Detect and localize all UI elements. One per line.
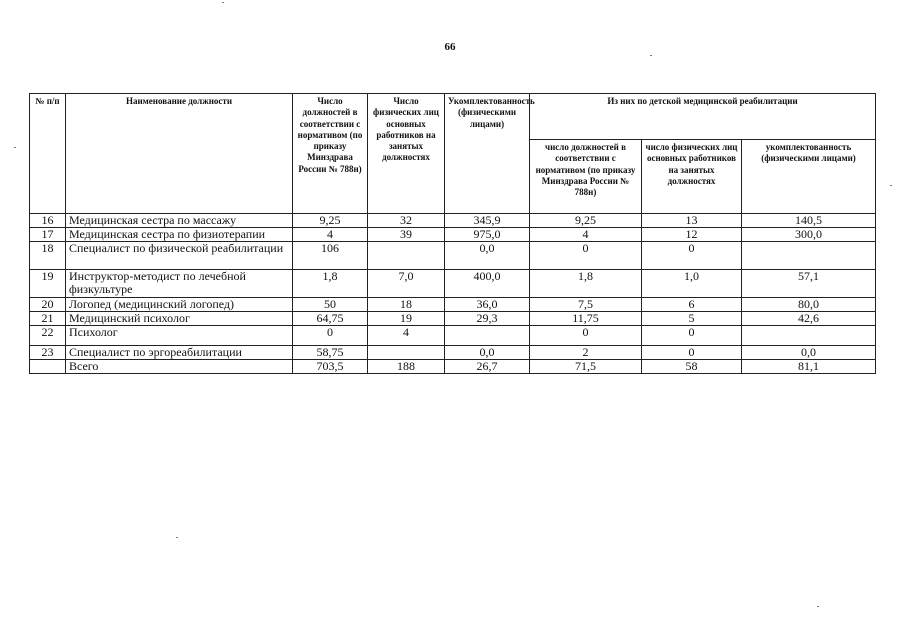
cell-name: Логопед (медицинский логопед): [66, 298, 293, 312]
header-staffing: Укомплектованность (физическими лицами): [445, 94, 530, 214]
scan-speck: [817, 606, 819, 607]
table-row: [30, 326, 876, 346]
table-row: [30, 214, 876, 228]
cell-staffing: 0,0: [445, 346, 530, 360]
total-row: [30, 360, 876, 374]
cell-persons: 19: [368, 312, 445, 326]
cell-rehab-staffing: 300,0: [742, 228, 876, 242]
scan-speck: [890, 185, 892, 186]
cell-rehab-persons: 0: [642, 326, 742, 346]
cell-name: Психолог: [66, 326, 293, 346]
cell-staffing: 400,0: [445, 270, 530, 298]
cell-persons: 7,0: [368, 270, 445, 298]
cell-staffing: 975,0: [445, 228, 530, 242]
scan-speck: [222, 2, 224, 3]
header-positions-norm: Число должностей в соответствии с нормативом (по приказу Минздрава России № 788н): [293, 94, 368, 214]
cell-rehab-persons: 6: [642, 298, 742, 312]
header-rehab-group: Из них по детской медицинской реабилитации: [530, 94, 876, 140]
cell-rehab-persons: 0: [642, 242, 742, 270]
cell-name: Всего: [66, 360, 293, 374]
scan-speck: [650, 55, 652, 56]
cell-norm: 9,25: [293, 214, 368, 228]
cell-staffing: [445, 326, 530, 346]
table-row: [30, 312, 876, 326]
table-row: [30, 242, 876, 270]
cell-num: 23: [30, 346, 66, 360]
cell-rehab-persons: 1,0: [642, 270, 742, 298]
cell-rehab-staffing: 42,6: [742, 312, 876, 326]
cell-num: [30, 360, 66, 374]
header-rehab-staffing: укомплектованность (физическими лицами): [742, 140, 876, 214]
table-row: [30, 298, 876, 312]
cell-rehab-norm: 0: [530, 326, 642, 346]
cell-num: 22: [30, 326, 66, 346]
cell-name: Медицинская сестра по массажу: [66, 214, 293, 228]
cell-rehab-norm: 4: [530, 228, 642, 242]
cell-staffing: 29,3: [445, 312, 530, 326]
cell-persons: 4: [368, 326, 445, 346]
cell-name: Инструктор-методист по лечебной физкультуре: [66, 270, 293, 298]
cell-rehab-staffing: 81,1: [742, 360, 876, 374]
cell-rehab-persons: 58: [642, 360, 742, 374]
header-persons: Число физических лиц основных работников на занятых должностях: [368, 94, 445, 214]
cell-name: Медицинский психолог: [66, 312, 293, 326]
cell-rehab-norm: 9,25: [530, 214, 642, 228]
cell-num: 18: [30, 242, 66, 270]
cell-norm: 1,8: [293, 270, 368, 298]
cell-rehab-staffing: 57,1: [742, 270, 876, 298]
cell-rehab-norm: 71,5: [530, 360, 642, 374]
staffing-table: [29, 93, 876, 374]
cell-rehab-staffing: 140,5: [742, 214, 876, 228]
page-number: 66: [444, 41, 456, 53]
cell-norm: 50: [293, 298, 368, 312]
cell-rehab-norm: 1,8: [530, 270, 642, 298]
table-row: [30, 346, 876, 360]
cell-staffing: 36,0: [445, 298, 530, 312]
cell-name: Специалист по эргореабилитации: [66, 346, 293, 360]
cell-rehab-staffing: [742, 326, 876, 346]
header-position: Наименование должности: [66, 94, 293, 214]
header-rehab-persons: число физических лиц основных работников на занятых должностях: [642, 140, 742, 214]
cell-name: Медицинская сестра по физиотерапии: [66, 228, 293, 242]
cell-rehab-norm: 0: [530, 242, 642, 270]
header-rehab-positions: число должностей в соответствии с нормативом (по приказу Минздрава России № 788н): [530, 140, 642, 214]
cell-norm: 106: [293, 242, 368, 270]
cell-norm: 64,75: [293, 312, 368, 326]
cell-staffing: 0,0: [445, 242, 530, 270]
cell-norm: 0: [293, 326, 368, 346]
cell-persons: [368, 242, 445, 270]
cell-num: 16: [30, 214, 66, 228]
cell-name: Специалист по физической реабилитации: [66, 242, 293, 270]
cell-persons: 18: [368, 298, 445, 312]
cell-rehab-staffing: 0,0: [742, 346, 876, 360]
cell-staffing: 26,7: [445, 360, 530, 374]
cell-rehab-staffing: 80,0: [742, 298, 876, 312]
header-num: № п/п: [30, 94, 66, 214]
cell-persons: 39: [368, 228, 445, 242]
cell-rehab-persons: 13: [642, 214, 742, 228]
cell-num: 19: [30, 270, 66, 298]
cell-rehab-persons: 5: [642, 312, 742, 326]
cell-rehab-persons: 0: [642, 346, 742, 360]
cell-norm: 703,5: [293, 360, 368, 374]
cell-rehab-norm: 2: [530, 346, 642, 360]
cell-rehab-staffing: [742, 242, 876, 270]
cell-norm: 4: [293, 228, 368, 242]
cell-rehab-persons: 12: [642, 228, 742, 242]
scan-speck: [176, 537, 178, 538]
cell-rehab-norm: 7,5: [530, 298, 642, 312]
cell-norm: 58,75: [293, 346, 368, 360]
cell-staffing: 345,9: [445, 214, 530, 228]
cell-persons: 188: [368, 360, 445, 374]
cell-persons: 32: [368, 214, 445, 228]
scan-speck: [14, 147, 16, 148]
cell-num: 17: [30, 228, 66, 242]
cell-num: 20: [30, 298, 66, 312]
cell-num: 21: [30, 312, 66, 326]
cell-rehab-norm: 11,75: [530, 312, 642, 326]
cell-persons: [368, 346, 445, 360]
table-row: [30, 228, 876, 242]
table-row: [30, 270, 876, 298]
